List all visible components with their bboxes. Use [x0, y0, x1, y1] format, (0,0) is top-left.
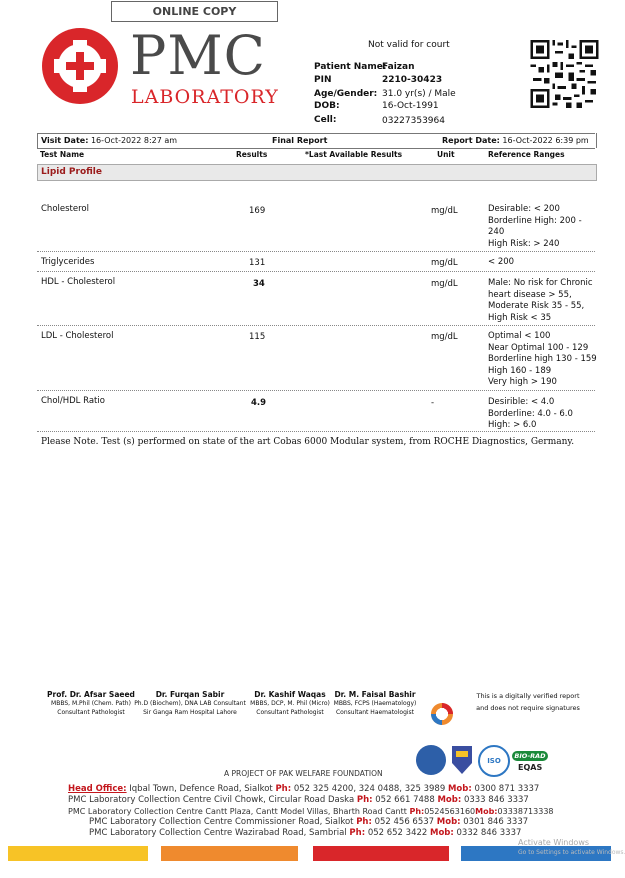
- project-label: A PROJECT OF PAK WELFARE FOUNDATION: [224, 769, 383, 778]
- col-reference: Reference Ranges: [488, 150, 565, 159]
- age-value: 31.0 yr(s) / Male: [382, 89, 456, 99]
- row-divider: [37, 431, 595, 432]
- test-name: Cholesterol: [41, 204, 89, 214]
- test-note: Please Note. Test (s) performed on state of the art Cobas 6000 Modular system, from ROCHE Diagnostics, Germany.: [41, 437, 575, 447]
- test-reference: Desirible: < 4.0 Borderline: 4.0 - 6.0 High: > 6.0: [488, 397, 573, 430]
- accreditation-badge-icon: [416, 745, 446, 775]
- mobile-label: Mob:: [475, 807, 498, 816]
- visit-date-label: Visit Date:: [41, 136, 89, 145]
- report-date: [442, 136, 589, 145]
- col-test-name: Test Name: [40, 150, 85, 159]
- branch-address: PMC Laboratory Collection Centre Cantt Plaza, Cantt Model Villas, Bharth Road Cantt: [68, 807, 410, 816]
- shield-badge-icon: [451, 745, 473, 775]
- footer-branch: [68, 795, 529, 806]
- head-office-mobile: 0300 871 3337: [474, 784, 540, 794]
- digital-note-line-1: This is a digitally verified report: [476, 692, 580, 700]
- doctor-title: Sir Ganga Ram Hospital Lahore: [143, 709, 237, 716]
- final-report-label: Final Report: [272, 136, 328, 145]
- footer-branch: [89, 817, 528, 828]
- test-reference: < 200: [488, 257, 515, 267]
- head-office-address: Iqbal Town, Defence Road, Sialkot: [126, 784, 276, 794]
- section-title: Lipid Profile: [41, 167, 103, 177]
- phone-label: Ph:: [275, 784, 292, 794]
- age-label: Age/Gender:: [314, 89, 378, 99]
- doctor-qualification: MBBS, DCP, M. Phil (Micro): [250, 700, 330, 707]
- doctor-qualification: Ph.D (Biochem), DNA LAB Consultant: [134, 700, 246, 707]
- not-valid-note: Not valid for court: [368, 40, 450, 50]
- digital-verification-note: [472, 690, 584, 714]
- mobile-label: Mob:: [447, 784, 472, 794]
- doctor-signature: [332, 690, 418, 717]
- col-results: Results: [236, 150, 268, 159]
- doctor-name: Prof. Dr. Afsar Saeed: [47, 690, 135, 699]
- test-unit: mg/dL: [431, 258, 458, 268]
- branch-phone: 052 661 7488: [375, 795, 438, 805]
- branch-mobile: 03338713338: [497, 807, 554, 816]
- test-result: 34: [253, 279, 265, 289]
- report-date-value: 16-Oct-2022 6:39 pm: [502, 136, 589, 145]
- footer-head-office: [68, 784, 539, 795]
- branch-mobile: 0333 846 3337: [463, 795, 529, 805]
- mobile-label: Mob:: [436, 817, 461, 827]
- doctor-title: Consultant Haematologist: [335, 709, 415, 716]
- dob-label: DOB:: [314, 101, 340, 111]
- eqas-label: EQAS: [518, 763, 543, 772]
- visit-date-value: 16-Oct-2022 8:27 am: [90, 136, 178, 145]
- test-result: 169: [249, 206, 266, 216]
- row-divider: [37, 390, 595, 391]
- cell-label: Cell:: [314, 115, 337, 125]
- branch-mobile: 0301 846 3337: [463, 817, 529, 827]
- row-divider: [37, 251, 595, 252]
- test-name: Chol/HDL Ratio: [41, 396, 105, 406]
- branch-address: PMC Laboratory Collection Centre Commissioner Road, Sialkot: [89, 817, 357, 827]
- pin-value: 2210-30423: [382, 75, 443, 85]
- test-result: 131: [249, 258, 266, 268]
- online-copy-label: ONLINE COPY: [111, 1, 278, 22]
- mobile-label: Mob:: [437, 795, 462, 805]
- row-divider: [37, 271, 595, 272]
- mobile-label: Mob:: [430, 828, 454, 838]
- col-last-results: *Last Available Results: [305, 150, 403, 159]
- visit-bottom-rule: [37, 148, 595, 149]
- branch-mobile: 0332 846 3337: [456, 828, 522, 838]
- test-reference: Optimal < 100 Near Optimal 100 - 129 Borderline high 130 - 159 High 160 - 189 Very high > 190: [488, 331, 597, 387]
- phone-label: Ph:: [356, 817, 372, 827]
- cell-value: 03227353964: [382, 116, 445, 126]
- footer-branch: [89, 828, 521, 839]
- test-unit: -: [431, 398, 435, 408]
- doctor-qualification: MBBS, M.Phil (Chem. Path): [51, 700, 131, 707]
- test-unit: mg/dL: [431, 332, 458, 342]
- branch-phone: 052 652 3422: [367, 828, 430, 838]
- iso-certified-badge-icon: ISO: [478, 745, 510, 777]
- doctor-name: Dr. Furqan Sabir: [155, 690, 225, 699]
- row-divider: [37, 325, 595, 326]
- footer-stripe-orange: [161, 846, 298, 861]
- doctor-signature: [246, 690, 334, 717]
- doctor-signature: [134, 690, 246, 717]
- doctor-signature: [45, 690, 137, 717]
- test-name: Triglycerides: [41, 257, 95, 267]
- phone-label: Ph:: [356, 795, 373, 805]
- test-unit: mg/dL: [431, 279, 458, 289]
- doctor-name: Dr. Kashif Waqas: [254, 690, 326, 699]
- phone-label: Ph:: [349, 828, 366, 838]
- patient-name-label: Patient Name:: [314, 62, 387, 72]
- branch-phone: 0524563160: [424, 807, 476, 816]
- patient-name: Faizan: [382, 62, 415, 72]
- qr-code-icon: [528, 40, 601, 108]
- footer-stripe-yellow: [8, 846, 148, 861]
- footer-stripe-red: [313, 846, 449, 861]
- biorad-badge-icon: BIO-RAD: [512, 751, 548, 761]
- doctor-name: Dr. M. Faisal Bashir: [334, 690, 416, 699]
- pin-label: PIN: [314, 75, 332, 85]
- phone-label: Ph:: [409, 807, 425, 816]
- patient-info: [314, 61, 514, 131]
- col-unit: Unit: [437, 150, 455, 159]
- dob-value: 16-Oct-1991: [382, 101, 439, 111]
- head-office-label: Head Office:: [68, 784, 127, 794]
- activate-windows-title: Activate Windows: [518, 838, 590, 847]
- logo-pmc-text: PMC: [130, 24, 266, 87]
- pmc-small-logo-icon: [430, 702, 454, 726]
- test-name: LDL - Cholesterol: [41, 331, 114, 341]
- test-reference: Male: No risk for Chronic heart disease > 55, Moderate Risk 35 - 55, High Risk < 35: [488, 278, 593, 323]
- head-office-phone: 052 325 4200, 324 0488, 325 3989: [293, 784, 448, 794]
- footer-branch: [68, 806, 554, 817]
- branch-address: PMC Laboratory Collection Centre Civil Chowk, Circular Road Daska: [68, 795, 357, 805]
- section-lipid-profile: [37, 164, 597, 181]
- visit-date: [41, 136, 177, 145]
- activate-windows-subtitle: Go to Settings to activate Windows.: [518, 849, 625, 856]
- branch-phone: 052 456 6537: [374, 817, 437, 827]
- test-result: 4.9: [251, 398, 267, 408]
- test-result: 115: [249, 332, 266, 342]
- test-reference: Desirable: < 200 Borderline High: 200 - 240 High Risk: > 240: [488, 204, 582, 249]
- doctor-title: Consultant Pathologist: [256, 709, 324, 716]
- test-unit: mg/dL: [431, 206, 458, 216]
- doctor-qualification: MBBS, FCPS (Haematology): [333, 700, 417, 707]
- logo-laboratory-text: LABORATORY: [131, 86, 279, 108]
- branch-address: PMC Laboratory Collection Centre Wazirabad Road, Sambrial: [89, 828, 350, 838]
- doctor-title: Consultant Pathologist: [57, 709, 125, 716]
- pmc-logo-icon: [40, 26, 120, 106]
- report-date-label: Report Date:: [442, 136, 500, 145]
- test-name: HDL - Cholesterol: [41, 277, 116, 287]
- digital-note-line-2: and does not require signatures: [476, 704, 580, 712]
